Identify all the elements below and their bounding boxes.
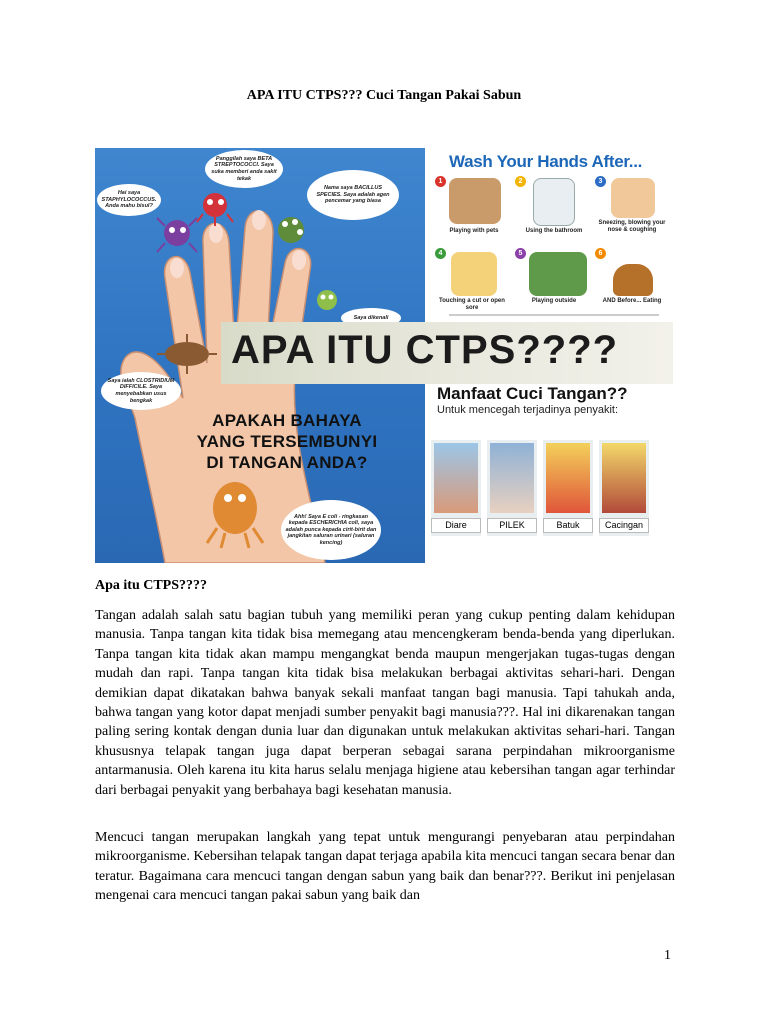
speech-bubble: Panggilah saya BETA STREPTOCOCCI. Saya suka memberi anda sakit tekak bbox=[205, 150, 283, 188]
ctps-illustration bbox=[95, 148, 675, 563]
disease-card bbox=[543, 440, 593, 536]
speech-bubble: Hai saya STAPHYLOCOCCUS. Anda mahu bisul? bbox=[97, 184, 161, 216]
disease-card bbox=[599, 440, 649, 536]
step-number: 1 bbox=[435, 176, 446, 187]
disease-label: PILEK bbox=[487, 518, 537, 533]
disease-card bbox=[431, 440, 481, 536]
disease-card bbox=[487, 440, 537, 536]
step-number: 3 bbox=[595, 176, 606, 187]
burger-icon bbox=[613, 264, 653, 296]
wash-item-label: Playing with pets bbox=[449, 228, 499, 234]
speech-bubble: Saya dikenali bbox=[341, 308, 401, 328]
wash-title: Wash Your Hands After... bbox=[449, 152, 643, 171]
ctps-banner bbox=[221, 322, 673, 384]
divider bbox=[449, 314, 659, 316]
step-number: 5 bbox=[515, 248, 526, 259]
page-number: 1 bbox=[664, 948, 671, 963]
sneezing-person-icon bbox=[611, 178, 655, 218]
wash-item-label: Sneezing, blowing your nose & coughing bbox=[598, 220, 666, 233]
wash-item-label: Playing outside bbox=[531, 298, 577, 304]
red-germ-icon bbox=[197, 193, 233, 226]
speech-bubble: Saya ialah CLOSTRIDIUM DIFFICILE. Saya menyebabkan usus bengkak bbox=[101, 372, 181, 410]
speech-bubble: Ahh! Saya E coli - ringkasan kepada ESCHERICHIA coli, saya adalah punca kepada cirit-birit dan jangkitan saluran urinari (saluran kencing) bbox=[281, 500, 381, 560]
body-paragraph: Mencuci tangan merupakan langkah yang tepat untuk mengurangi penyebaran atau perpindahan mikroorganisme. Kebersihan telapak tangan dapat terjaga apabila kita mencuci tangan secara benar dan teratur. Bagaimana cara mencuci tangan dengan sabun yang baik dan benar???. Berikut ini penjelasan mengenai cara mencuci tangan pakai sabun yang baik dan bbox=[95, 830, 675, 904]
manfaat-poster bbox=[429, 384, 675, 563]
speech-bubble: Nama saya BACILLUS SPECIES. Saya adalah agen pencemar yang biasa bbox=[307, 170, 399, 220]
wash-item-label: Using the bathroom bbox=[525, 228, 583, 234]
worms-icon bbox=[602, 443, 646, 513]
banner-text: APA ITU CTPS???? bbox=[231, 328, 619, 372]
small-green-germ-icon bbox=[317, 290, 337, 310]
disease-label: Batuk bbox=[543, 518, 593, 533]
manfaat-subtitle: Untuk mencegah terjadinya penyakit: bbox=[437, 404, 618, 416]
body-paragraph: Tangan adalah salah satu bagian tubuh yang memiliki peran yang cukup penting dalam kehidupan manusia. Tanpa tangan kita tidak bisa memegang atau mencengkeram benda-benda yang diperlukan. Tanpa tangan kita tidak akan mampu mengangkat benda maupun mengerjakan tugas-tugas dengan mudah dan rapi. Tanpa tangan kita tidak bisa melakukan berbagai aktivitas sehari-hari. Dengan demikian dapat dikatakan bahwa banyak sekali manfaat tangan bagi manusia. Tapi tahukah anda, bahwa tangan yang kotor dapat menjadi sumber penyakit bagi manusia???. Hal ini dikarenakan tangan paling sering kontak dengan dunia luar dan digunakan untuk melakukan aktivitas sehari-hari. Tangan khususnya telapak tangan juga dapat berperan sebagai sarana perpindahan mikroorganisme antarmanusia. Oleh karena itu kita harus selalu menjaga higiene atau kebersihan tangan agar terhindar dari berbagai penyakit yang berbahaya bagi kesehatan manusia. bbox=[95, 608, 675, 798]
hand-caption: APAKAH BAHAYA YANG TERSEMBUNYI DI TANGAN ANDA? bbox=[196, 411, 378, 472]
manfaat-title: Manfaat Cuci Tangan?? bbox=[437, 384, 628, 403]
section-heading: Apa itu CTPS???? bbox=[95, 578, 208, 593]
step-number: 6 bbox=[595, 248, 606, 259]
disease-label: Cacingan bbox=[599, 518, 649, 533]
fingernail bbox=[252, 210, 266, 230]
step-number: 2 bbox=[515, 176, 526, 187]
fingernail bbox=[170, 258, 184, 278]
step-number: 4 bbox=[435, 248, 446, 259]
runny-nose-icon bbox=[490, 443, 534, 513]
wash-item-label: Touching a cut or open sore bbox=[439, 298, 505, 311]
pet-dog-icon bbox=[449, 178, 501, 224]
green-germ-icon bbox=[278, 217, 304, 243]
diarrhea-icon bbox=[434, 443, 478, 513]
fingernail bbox=[292, 250, 306, 270]
toilet-icon bbox=[533, 178, 575, 226]
cough-icon bbox=[546, 443, 590, 513]
disease-label: Diare bbox=[431, 518, 481, 533]
crying-child-icon bbox=[451, 252, 497, 296]
page-title: APA ITU CTPS??? Cuci Tangan Pakai Sabun bbox=[246, 88, 522, 103]
purple-germ-icon bbox=[157, 218, 197, 252]
wash-hands-poster bbox=[429, 148, 675, 320]
wash-item-label: AND Before... Eating bbox=[602, 298, 662, 304]
playground-icon bbox=[529, 252, 587, 296]
